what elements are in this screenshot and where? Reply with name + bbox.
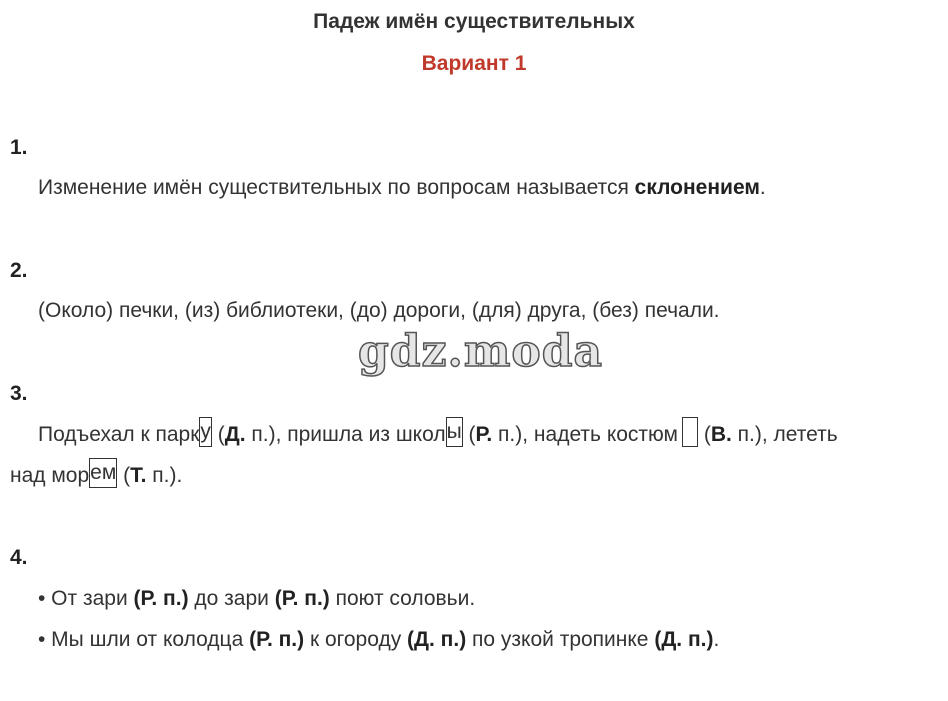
text: . bbox=[713, 628, 720, 651]
text: п.), пришла из школ bbox=[245, 423, 446, 446]
task-1-answer: склонением bbox=[634, 176, 760, 199]
text: ( bbox=[211, 423, 225, 446]
text: ( bbox=[117, 464, 131, 487]
case-label: (Р. п.) bbox=[274, 587, 330, 610]
text: поют соловьи. bbox=[329, 587, 476, 610]
variant-subtitle: Вариант 1 bbox=[421, 52, 527, 75]
task-1-text bbox=[38, 176, 766, 200]
text: до зари bbox=[188, 587, 275, 610]
case-label: (Д. п.) bbox=[654, 628, 714, 651]
ending-box: ем bbox=[89, 458, 117, 488]
task-1-number: 1. bbox=[10, 136, 28, 159]
text: по узкой тропинке bbox=[466, 628, 655, 651]
text: ( bbox=[462, 423, 476, 446]
case-label: (Д. п.) bbox=[407, 628, 467, 651]
page-title: Падеж имён существительных bbox=[313, 10, 635, 33]
text: • От зари bbox=[38, 587, 134, 610]
text: п.), лететь bbox=[731, 423, 838, 446]
task-3-number: 3. bbox=[10, 382, 28, 405]
task-3-line-2 bbox=[10, 461, 183, 488]
empty-ending-box bbox=[682, 417, 698, 447]
text: п.), надеть костюм bbox=[492, 423, 678, 446]
task-2-text: (Около) печки, (из) библиотеки, (до) дороги, (для) друга, (без) печали. bbox=[38, 299, 720, 322]
case-label: (Р. п.) bbox=[249, 628, 305, 651]
ending-box: у bbox=[199, 417, 212, 447]
text: к огороду bbox=[304, 628, 408, 651]
text: Подъехал к парк bbox=[38, 423, 200, 446]
ending-box: ы bbox=[446, 417, 463, 447]
case-label: Р. bbox=[475, 423, 493, 446]
task-4-bullet-1 bbox=[38, 587, 475, 611]
task-4-bullet-2 bbox=[38, 628, 719, 652]
task-3-line-1 bbox=[38, 420, 838, 447]
case-label: В. bbox=[710, 423, 732, 446]
task-1-text-part: Изменение имён существительных по вопросам называется bbox=[38, 176, 635, 199]
case-label: Т. bbox=[130, 464, 147, 487]
watermark-logo: gdz.moda bbox=[358, 326, 604, 377]
text: п.). bbox=[146, 464, 183, 487]
task-4-number: 4. bbox=[10, 546, 28, 569]
case-label: Д. bbox=[224, 423, 246, 446]
task-1-period: . bbox=[759, 176, 766, 199]
text: • Мы шли от колодца bbox=[38, 628, 250, 651]
task-2-number: 2. bbox=[10, 259, 28, 282]
text: над мор bbox=[10, 464, 90, 487]
text: ( bbox=[698, 423, 711, 446]
case-label: (Р. п.) bbox=[133, 587, 189, 610]
